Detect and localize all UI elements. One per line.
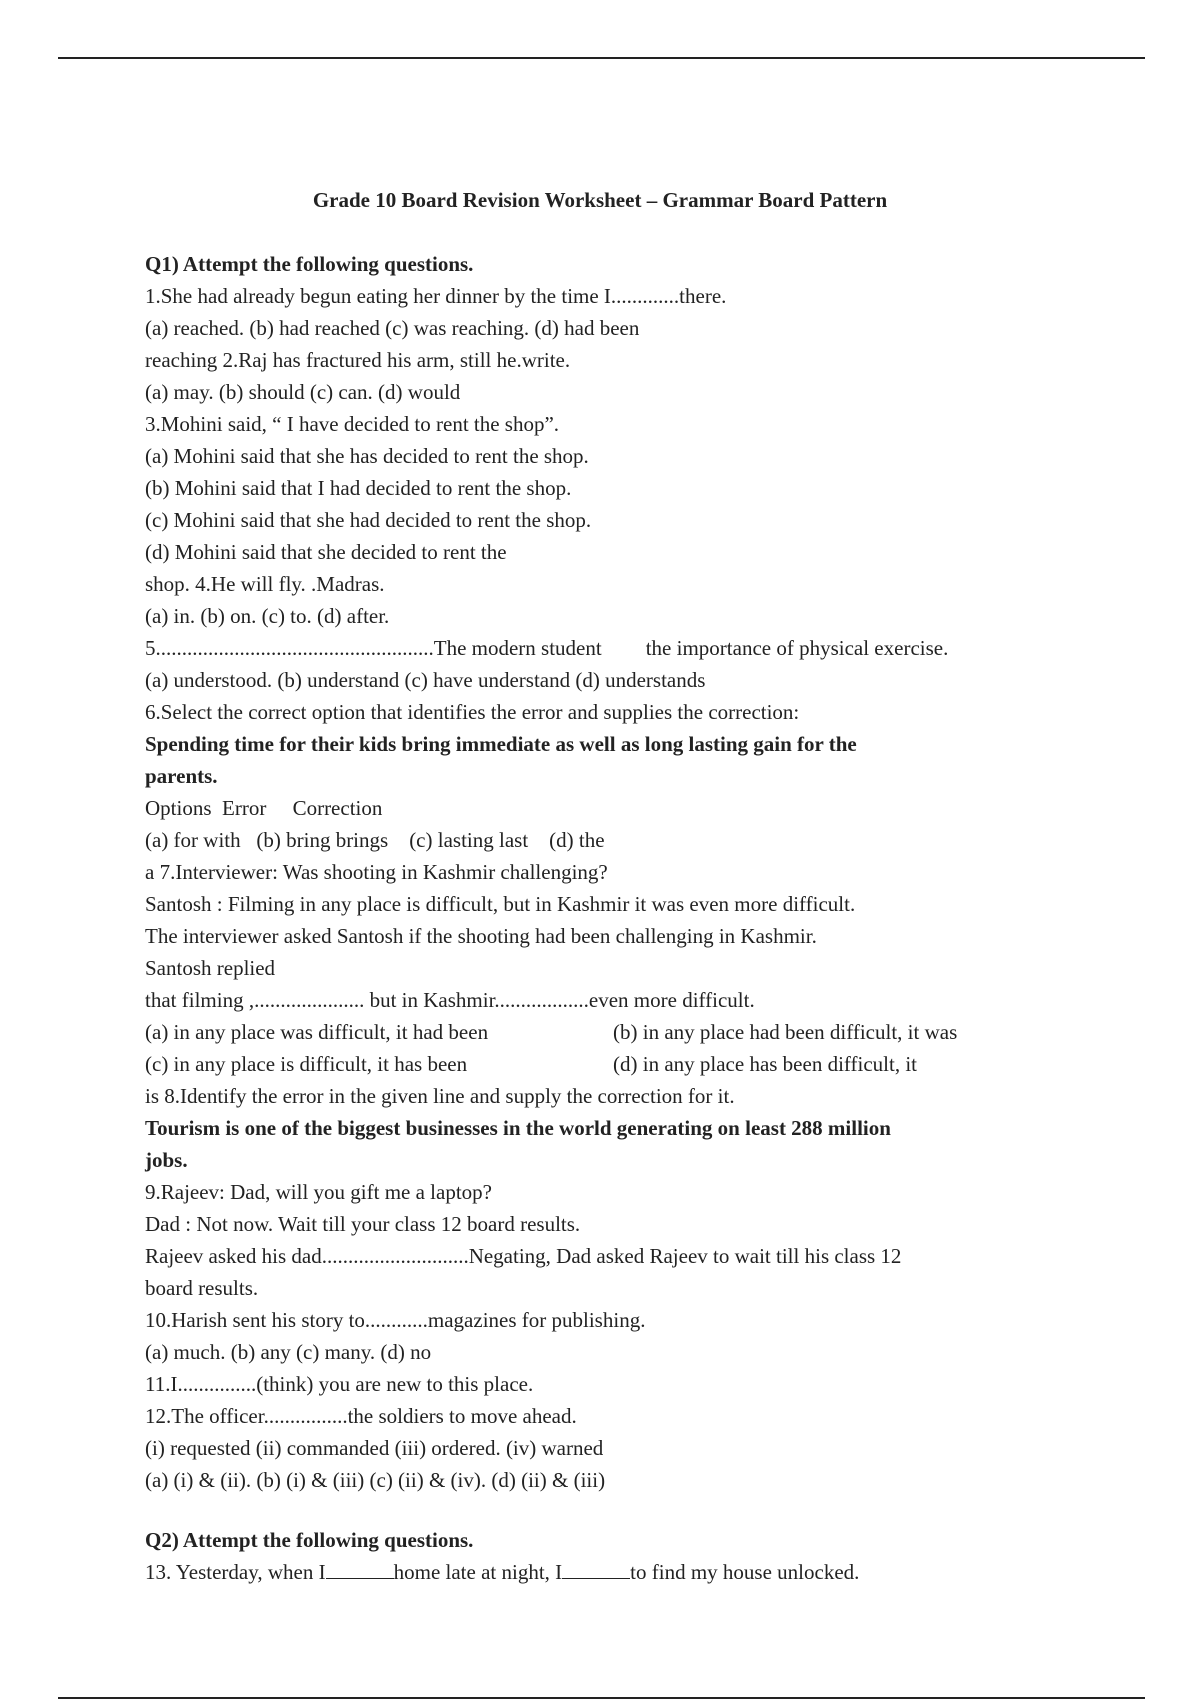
q1-line: 6.Select the correct option that identifies the error and supplies the correction:: [145, 700, 800, 724]
q1-line: 1.She had already begun eating her dinner by the time I.............there.: [145, 284, 727, 308]
q1-line: (b) Mohini said that I had decided to rent the shop.: [145, 476, 572, 500]
q1-line: (d) Mohini said that she decided to rent the: [145, 540, 507, 564]
q1-line: 9.Rajeev: Dad, will you gift me a laptop?: [145, 1180, 492, 1204]
answer-blank: [562, 1558, 630, 1579]
q1-line: board results.: [145, 1276, 259, 1300]
q13-part-3: to find my house unlocked.: [630, 1560, 860, 1584]
q1-line-bold: Spending time for their kids bring immediate as well as long lasting gain for the: [145, 732, 857, 756]
q1-line: (i) requested (ii) commanded (iii) ordered. (iv) warned: [145, 1436, 604, 1460]
page-title: Grade 10 Board Revision Worksheet – Grammar Board Pattern: [312, 188, 888, 212]
q1-line: [145, 1048, 1155, 1080]
q5-stem-end: the importance of physical exercise.: [645, 636, 949, 660]
q1-line: Santosh : Filming in any place is difficult, but in Kashmir it was even more difficult.: [145, 892, 856, 916]
q1-line: (c) Mohini said that she had decided to rent the shop.: [145, 508, 592, 532]
q1-line-bold: jobs.: [145, 1148, 188, 1172]
q1-line-bold: Tourism is one of the biggest businesses in the world generating on least 288 million: [145, 1116, 891, 1140]
worksheet-body: [145, 248, 1155, 1588]
option-c: (c) in any place is difficult, it has been: [145, 1052, 468, 1076]
q1-line: (a) reached. (b) had reached (c) was reaching. (d) had been: [145, 316, 640, 340]
q1-line: (a) may. (b) should (c) can. (d) would: [145, 380, 461, 404]
q1-line: that filming ,..................... but in Kashmir..................even more difficult.: [145, 988, 755, 1012]
q1-line: (a) (i) & (ii). (b) (i) & (iii) (c) (ii) & (iv). (d) (ii) & (iii): [145, 1468, 606, 1492]
q1-line: Rajeev asked his dad............................Negating, Dad asked Rajeev to wait till his class 12: [145, 1244, 902, 1268]
q2-line: [145, 1556, 1155, 1588]
q1-line: (a) for with (b) bring brings (c) lasting last (d) the: [145, 828, 605, 852]
option-a: (a) in any place was difficult, it had been: [145, 1020, 489, 1044]
q13-part-1: 13. Yesterday, when I: [145, 1560, 326, 1584]
q1-line: Options Error Correction: [145, 796, 383, 820]
q1-line: (a) in. (b) on. (c) to. (d) after.: [145, 604, 390, 628]
q1-line: 3.Mohini said, “ I have decided to rent the shop”.: [145, 412, 560, 436]
q1-line: 11.I...............(think) you are new to this place.: [145, 1372, 534, 1396]
q1-line: is 8.Identify the error in the given line and supply the correction for it.: [145, 1084, 735, 1108]
q1-line: 12.The officer................the soldiers to move ahead.: [145, 1404, 577, 1428]
option-b: (b) in any place had been difficult, it was: [613, 1020, 958, 1044]
q1-line: Santosh replied: [145, 956, 276, 980]
q1-line: 10.Harish sent his story to............magazines for publishing.: [145, 1308, 646, 1332]
q5-stem: 5.....................................................The modern student: [145, 636, 602, 660]
q1-line: (a) Mohini said that she has decided to rent the shop.: [145, 444, 589, 468]
top-rule: [58, 57, 1145, 59]
bottom-rule: [58, 1697, 1145, 1699]
q1-line: (a) understood. (b) understand (c) have understand (d) understands: [145, 668, 706, 692]
q1-line: [145, 1016, 1155, 1048]
q1-line-bold: parents.: [145, 764, 218, 788]
q1-line: Dad : Not now. Wait till your class 12 board results.: [145, 1212, 581, 1236]
q1-line: [145, 632, 1155, 664]
q1-line: The interviewer asked Santosh if the shooting had been challenging in Kashmir.: [145, 924, 817, 948]
answer-blank: [326, 1558, 394, 1579]
option-d: (d) in any place has been difficult, it: [613, 1052, 918, 1076]
q2-heading: Q2) Attempt the following questions.: [145, 1528, 474, 1552]
q1-line: a 7.Interviewer: Was shooting in Kashmir challenging?: [145, 860, 608, 884]
q13-part-2: home late at night, I: [393, 1560, 563, 1584]
q1-line: reaching 2.Raj has fractured his arm, still he.write.: [145, 348, 571, 372]
q1-line: (a) much. (b) any (c) many. (d) no: [145, 1340, 432, 1364]
q1-heading: Q1) Attempt the following questions.: [145, 252, 474, 276]
q1-line: shop. 4.He will fly. .Madras.: [145, 572, 385, 596]
